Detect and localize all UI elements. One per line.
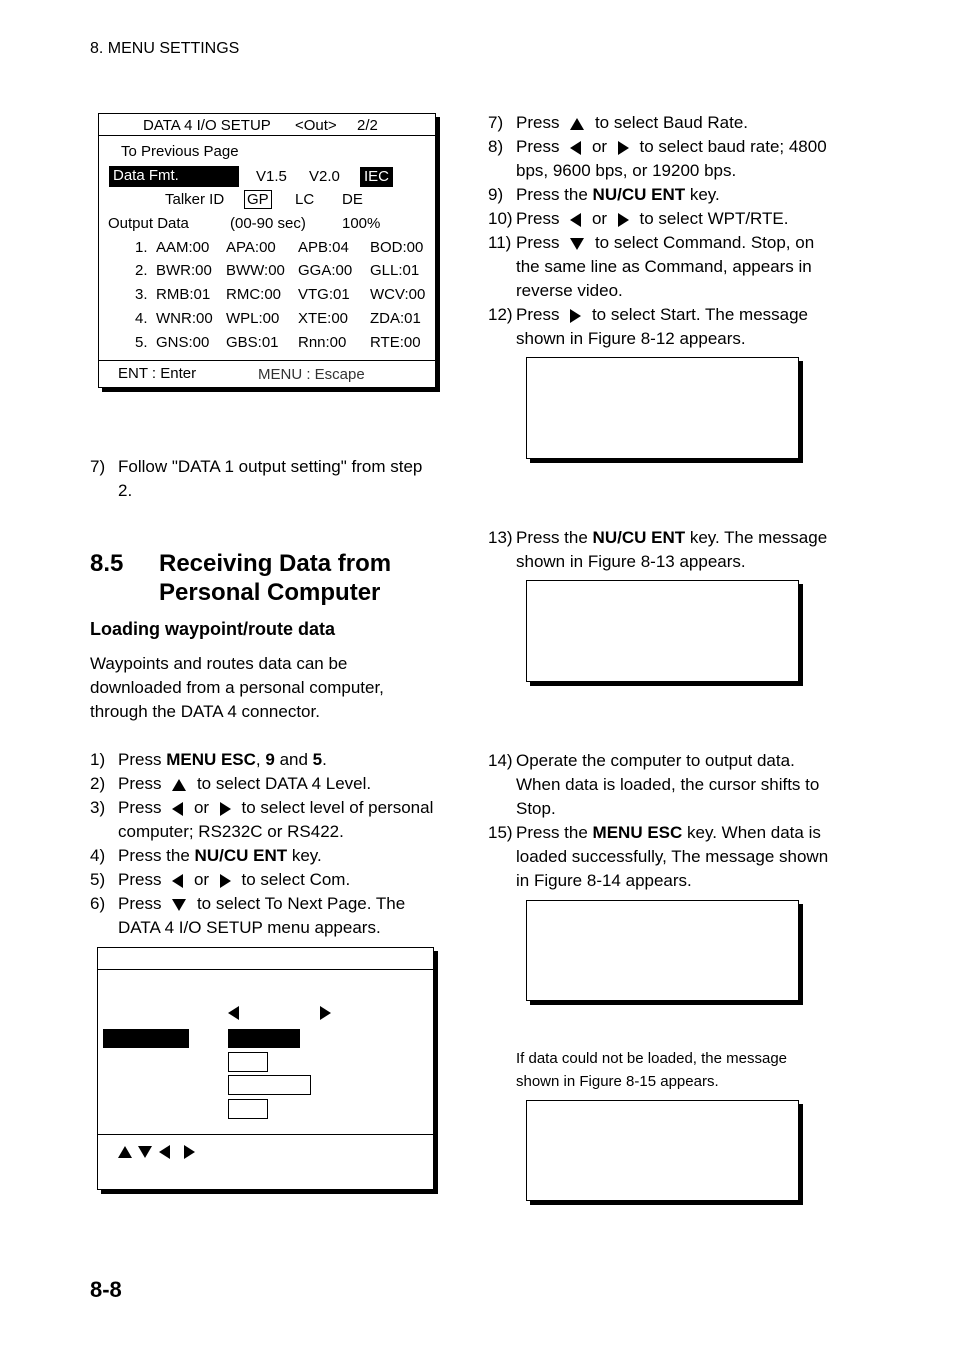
ent-enter-hint: ENT : Enter [118,365,197,382]
step-text: in Figure 8-14 appears. [516,871,692,890]
sentence-cell[interactable]: BOD:00 [370,239,424,256]
sentence-cell[interactable]: GNS:00 [156,334,210,351]
step-text: Press or to select level of personal [118,798,434,817]
sentence-cell[interactable]: XTE:00 [298,310,349,327]
highlighted-item[interactable] [103,1029,189,1048]
right-arrow-icon [220,802,231,816]
menu-title: DATA 4 I/O SETUP [143,117,271,134]
step-text: Press to select Start. The message [516,305,809,324]
row-number: 5. [135,334,148,351]
step-text: bps, 9600 bps, or 19200 bps. [516,161,737,180]
fmt-v20[interactable]: V2.0 [309,168,340,185]
left-arrow-icon [172,874,183,888]
step-text: reverse video. [516,281,623,300]
step-number: 3) [90,798,106,817]
step-text: 2. [118,481,133,500]
step-text: Press the NU/CU ENT key. [516,185,720,204]
paragraph-line: downloaded from a personal computer, [90,678,384,697]
figure-8-14-box [526,900,799,1001]
step-number: 1) [90,750,106,769]
row-number: 2. [135,262,148,279]
sentence-cell[interactable]: RMB:01 [156,286,211,303]
step-text: loaded successfully, The message shown [516,847,829,866]
step-number: 12) [488,305,513,324]
step-text: Press to select To Next Page. The [118,894,406,913]
sentence-cell[interactable]: WCV:00 [370,286,426,303]
left-arrow-icon [570,213,581,227]
highlighted-value[interactable] [228,1029,300,1048]
sentence-cell[interactable]: BWR:00 [156,262,212,279]
step-text: the same line as Command, appears in [516,257,812,276]
talker-gp[interactable]: GP [244,190,272,209]
step-text: Press or to select WPT/RTE. [516,209,789,228]
down-arrow-icon [570,238,584,250]
sentence-cell[interactable]: WNR:00 [156,310,213,327]
right-arrow-icon [618,213,629,227]
sentence-cell[interactable]: VTG:01 [298,286,350,303]
up-arrow-icon [172,779,186,791]
up-arrow-icon [118,1146,132,1158]
sentence-cell[interactable]: RMC:00 [226,286,282,303]
right-arrow-icon [320,1006,331,1020]
menu-escape-hint: MENU : Escape [258,366,365,383]
step-text: Press to select Baud Rate. [516,113,749,132]
step-number: 5) [90,870,106,889]
menu-mode: <Out> [295,117,337,134]
figure-8-15-box [526,1100,799,1201]
right-arrow-icon [220,874,231,888]
note-text: shown in Figure 8-15 appears. [516,1073,719,1090]
output-data-label: Output Data [108,215,189,232]
right-arrow-icon [618,141,629,155]
step-text: Press MENU ESC, 9 and 5. [118,750,327,769]
sentence-cell[interactable]: GBS:01 [226,334,279,351]
value-field[interactable] [228,1099,268,1119]
step-number: 6) [90,894,106,913]
section-title-line2: Personal Computer [159,579,381,606]
section-title-line1: Receiving Data from [159,550,392,577]
step-number: 7) [90,457,106,476]
sentence-cell[interactable]: APA:00 [226,239,276,256]
data-fmt-label[interactable]: Data Fmt. [109,166,239,187]
left-arrow-icon [228,1006,239,1020]
output-range: (00-90 sec) [230,215,306,232]
left-arrow-icon [570,141,581,155]
down-arrow-icon [138,1146,152,1158]
paragraph-line: through the DATA 4 connector. [90,702,320,721]
figure-8-12-box [526,357,799,459]
step-number: 13) [488,528,513,547]
step-text: Press or to select Com. [118,870,351,889]
step-number: 7) [488,113,504,132]
up-arrow-icon [570,118,584,130]
step-number: 2) [90,774,106,793]
left-arrow-icon [159,1145,170,1159]
step-text: Stop. [516,799,556,818]
step-text: Press or to select baud rate; 4800 [516,137,827,156]
figure-menu-blank [97,947,434,1190]
row-number: 4. [135,310,148,327]
data4-io-setup-menu [98,113,436,388]
left-arrow-icon [172,802,183,816]
menu-page: 2/2 [357,117,378,134]
step-text: Operate the computer to output data. [516,751,795,770]
right-arrow-icon [570,309,581,323]
step-number: 15) [488,823,513,842]
step-text: Press to select DATA 4 Level. [118,774,372,793]
step-text: Press the NU/CU ENT key. [118,846,322,865]
sentence-cell[interactable]: APB:04 [298,239,349,256]
step-number: 11) [488,233,512,252]
down-arrow-icon [172,899,186,911]
step-text: Press to select Command. Stop, on [516,233,815,252]
section-number: 8.5 [90,550,124,577]
value-field[interactable] [228,1052,268,1072]
right-arrow-icon [184,1145,195,1159]
fmt-iec[interactable]: IEC [360,167,393,187]
sentence-cell[interactable]: GLL:01 [370,262,420,279]
step-text: DATA 4 I/O SETUP menu appears. [118,918,381,937]
step-text: shown in Figure 8-12 appears. [516,329,746,348]
step-text: When data is loaded, the cursor shifts to [516,775,820,794]
step-text: Follow "DATA 1 output setting" from step [118,457,423,476]
sentence-cell[interactable]: Rnn:00 [298,334,347,351]
value-field[interactable] [228,1075,311,1095]
note-text: If data could not be loaded, the message [516,1050,788,1067]
talker-lc[interactable]: LC [295,191,315,208]
fmt-v15[interactable]: V1.5 [256,168,287,185]
step-number: 9) [488,185,504,204]
step-number: 10) [488,209,513,228]
sentence-cell[interactable]: RTE:00 [370,334,421,351]
row-number: 3. [135,286,148,303]
step-number: 4) [90,846,106,865]
step-text: shown in Figure 8-13 appears. [516,552,746,571]
talker-id-label: Talker ID [165,191,225,208]
to-previous-page[interactable]: To Previous Page [121,143,239,160]
step-number: 8) [488,137,504,156]
figure-8-13-box [526,580,799,682]
paragraph-line: Waypoints and routes data can be [90,654,348,673]
sentence-cell[interactable]: GGA:00 [298,262,353,279]
sentence-cell[interactable]: ZDA:01 [370,310,421,327]
row-number: 1. [135,239,148,256]
sentence-cell[interactable]: BWW:00 [226,262,285,279]
sentence-cell[interactable]: AAM:00 [156,239,210,256]
sentence-cell[interactable]: WPL:00 [226,310,280,327]
running-head: 8. MENU SETTINGS [90,40,240,57]
step-text: Press the NU/CU ENT key. The message [516,528,828,547]
subheading: Loading waypoint/route data [90,619,336,639]
talker-de[interactable]: DE [342,191,363,208]
step-text: computer; RS232C or RS422. [118,822,344,841]
output-percent: 100% [342,215,381,232]
step-text: Press the MENU ESC key. When data is [516,823,821,842]
page-number: 8-8 [90,1277,122,1302]
step-number: 14) [488,751,513,770]
